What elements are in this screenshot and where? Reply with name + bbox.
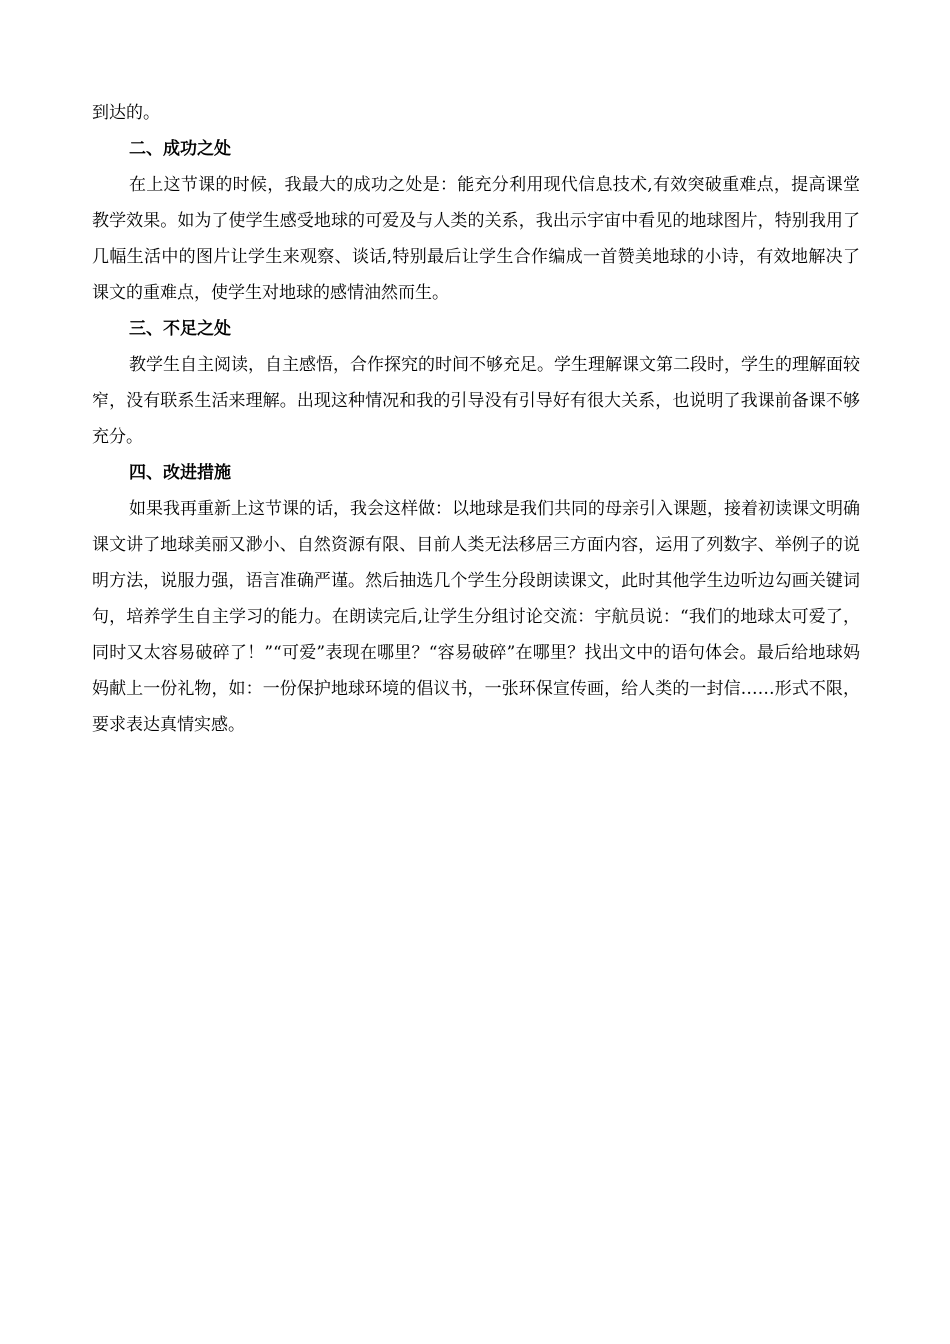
section-paragraph-success: 在上这节课的时候，我最大的成功之处是：能充分利用现代信息技术,有效突破重难点，提高课堂教学效果。如为了使学生感受地球的可爱及与人类的关系，我出示宇宙中看见的地球图片，特别我用了几幅生活中的图片让学生来观察、谈话,特别最后让学生合作编成一首赞美地球的小诗，有效地解决了课文的重难点，使学生对地球的感情油然而生。	[92, 175, 860, 303]
continuation-text: 到达的。	[92, 103, 160, 123]
section-paragraph-shortcomings: 教学生自主阅读，自主感悟，合作探究的时间不够充足。学生理解课文第二段时，学生的理解面较窄，没有联系生活来理解。出现这种情况和我的引导没有引导好有很大关系，也说明了我课前备课不够充分。	[92, 355, 860, 447]
section-paragraph-improvements: 如果我再重新上这节课的话，我会这样做：以地球是我们共同的母亲引入课题，接着初读课文明确课文讲了地球美丽又渺小、自然资源有限、目前人类无法移居三方面内容，运用了列数字、举例子的说明方法，说服力强，语言准确严谨。然后抽选几个学生分段朗读课文，此时其他学生边听边勾画关键词句，培养学生自主学习的能力。在朗读完后,让学生分组讨论交流：宇航员说：“我们的地球太可爱了，同时又太容易破碎了！”“可爱”表现在哪里？“容易破碎”在哪里？找出文中的语句体会。最后给地球妈妈献上一份礼物，如：一份保护地球环境的倡议书，一张环保宣传画，给人类的一封信……形式不限，要求表达真情实感。	[92, 499, 860, 735]
section-heading-improvements: 四、改进措施	[129, 463, 231, 483]
section-heading-shortcomings: 三、不足之处	[129, 319, 231, 339]
document-page	[92, 95, 860, 743]
section-heading-success: 二、成功之处	[129, 139, 231, 159]
